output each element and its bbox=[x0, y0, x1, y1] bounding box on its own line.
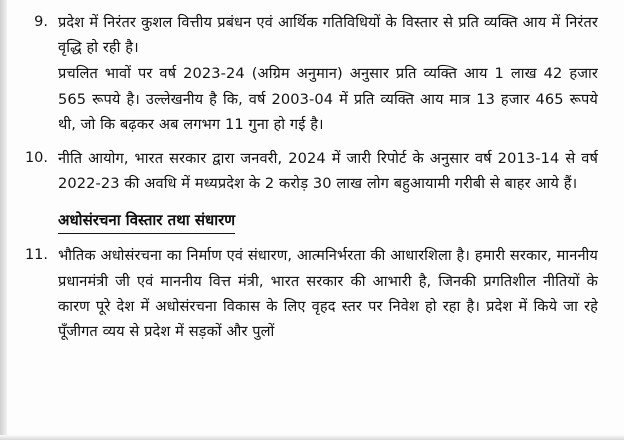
page-left-edge-shadow bbox=[0, 0, 7, 440]
list-item-number: 10. bbox=[24, 150, 48, 167]
list-item bbox=[14, 243, 598, 344]
paragraph: प्रदेश में निरंतर कुशल वित्तीय प्रबंधन एवं आर्थिक गतिविधियों के विस्तार से प्रति व्यक्ति आय में निरंतर वृद्धि हो रही है। bbox=[58, 14, 598, 57]
section-heading: अधोसंरचना विस्तार तथा संधारण bbox=[58, 208, 235, 234]
section-heading-wrapper bbox=[58, 208, 598, 234]
list-item-body bbox=[58, 146, 598, 196]
paragraph: प्रचलित भावों पर वर्ष 2023-24 (अग्रिम अनुमान) अनुसार प्रति व्यक्ति आय 1 लाख 42 हजार 565 रूपये है। उल्लेखनीय है कि, वर्ष 2003-04 में प्रति व्यक्ति आय मात्र 13 हजार 465 रूपये थी, जो कि बढ़कर अब लगभग 11 गुना हो गई है। bbox=[58, 65, 598, 133]
list-item-body bbox=[58, 243, 598, 344]
paragraph: नीति आयोग, भारत सरकार द्वारा जनवरी, 2024 में जारी रिपोर्ट के अनुसार वर्ष 2013-14 से वर्ष 2022-23 की अवधि में मध्यप्रदेश के 2 करोड़ 30 लाख लोग बहुआयामी गरीबी से बाहर आये हैं। bbox=[58, 150, 598, 193]
paragraph: भौतिक अधोसंरचना का निर्माण एवं संधारण, आत्मनिर्भरता की आधारशिला है। हमारी सरकार, माननीय प्रधानमंत्री जी एवं माननीय वित्त मंत्री, भारत सरकार की आभारी है, जिनकी प्रगतिशील नीतियों के कारण पूरे देश में अधोसंरचना विकास के लिए वृहद स्तर पर निवेश हो रहा है। प्रदेश में किये जा रहे पूँजीगत व्यय से प्रदेश में सड़कों और पुलों bbox=[58, 247, 598, 341]
page-bottom-edge-shadow bbox=[0, 435, 624, 440]
list-item-number: 9. bbox=[34, 14, 48, 30]
list-item bbox=[14, 146, 598, 196]
list-item bbox=[14, 10, 598, 137]
list-item-number: 11. bbox=[24, 247, 48, 264]
list-item-body bbox=[58, 10, 598, 137]
